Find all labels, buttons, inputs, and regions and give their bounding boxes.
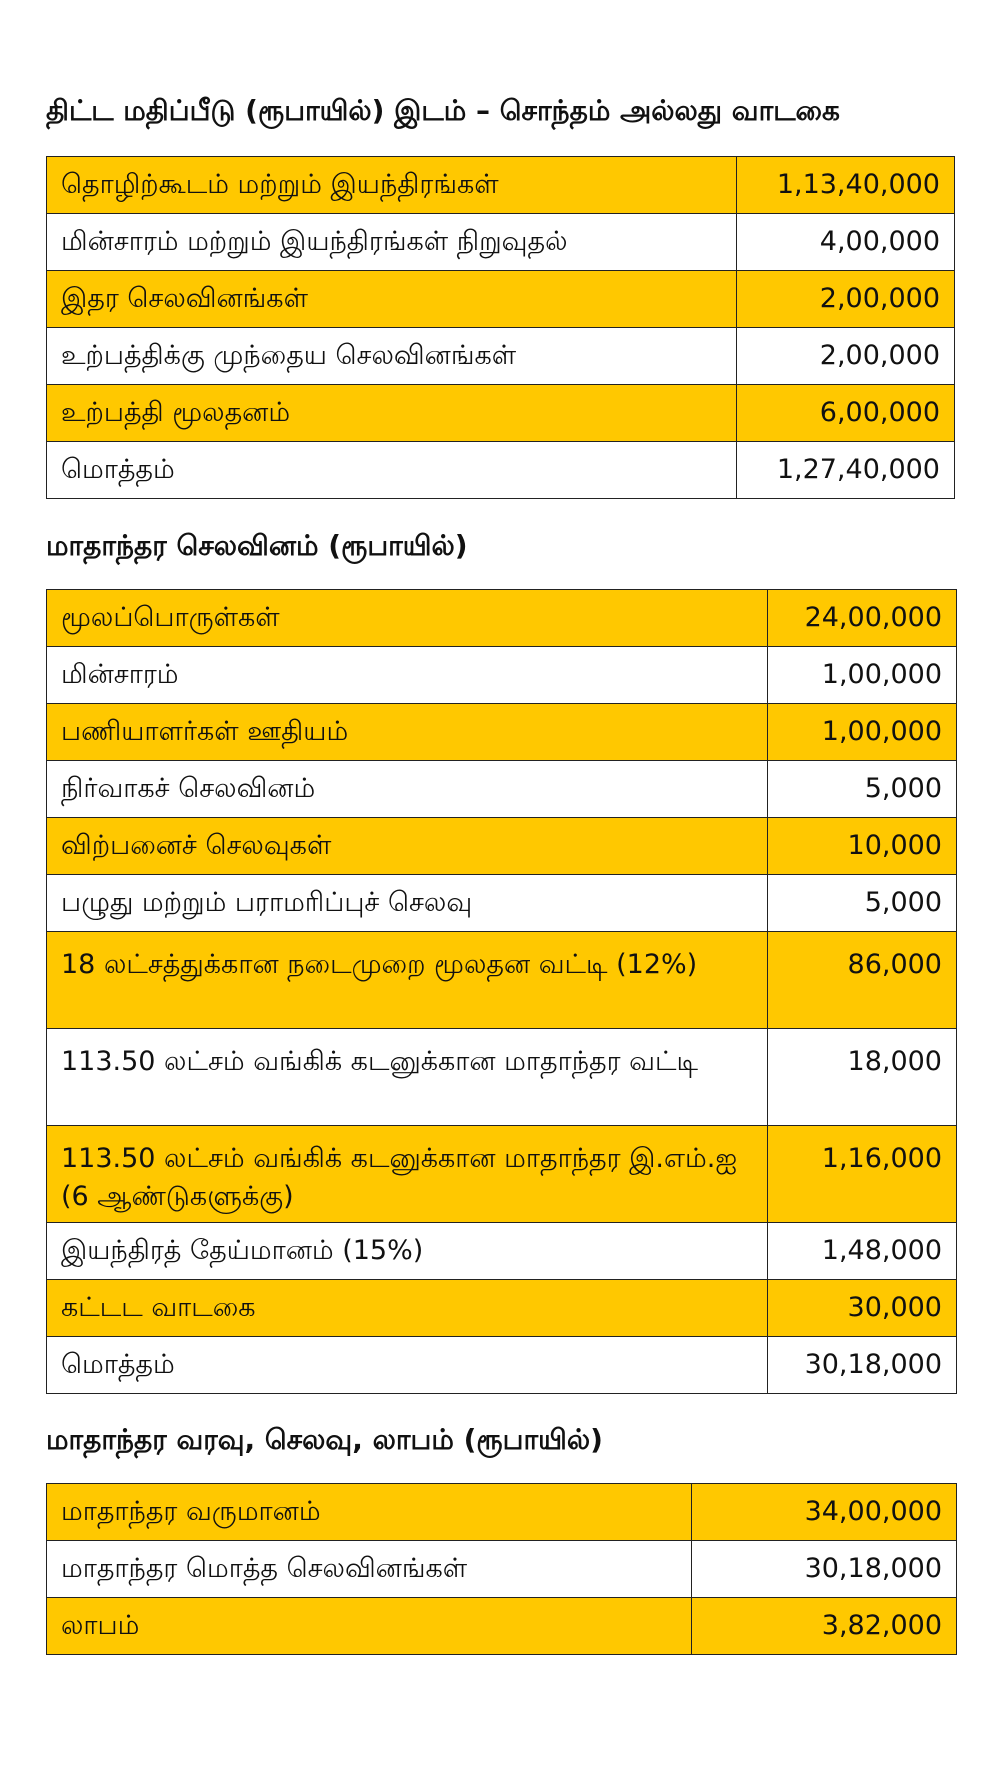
project-estimate-table <box>46 156 955 499</box>
section-title-monthly-expense: மாதாந்தர செலவினம் (ரூபாயில்) <box>46 529 468 562</box>
monthly-income-profit-table <box>46 1483 957 1655</box>
monthly-expense-table <box>46 589 957 1394</box>
table-row <box>47 1126 957 1223</box>
row-label: மின்சாரம் <box>47 647 768 704</box>
row-label: இயந்திரத் தேய்மானம் (15%) <box>47 1223 768 1280</box>
row-label: உற்பத்திக்கு முந்தைய செலவினங்கள் <box>47 328 737 385</box>
row-label: மாதாந்தர வருமானம் <box>47 1484 692 1541</box>
row-label: பணியாளர்கள் ஊதியம் <box>47 704 768 761</box>
row-label: 113.50 லட்சம் வங்கிக் கடனுக்கான மாதாந்தர இ.எம்.ஐ (6 ஆண்டுகளுக்கு) <box>47 1126 768 1223</box>
profit-row <box>47 1598 957 1655</box>
row-label: மாதாந்தர மொத்த செலவினங்கள் <box>47 1541 692 1598</box>
row-amount: 18,000 <box>768 1029 957 1126</box>
row-amount: 1,00,000 <box>768 704 957 761</box>
row-label: 18 லட்சத்துக்கான நடைமுறை மூலதன வட்டி (12%) <box>47 932 768 1029</box>
row-amount: 1,16,000 <box>768 1126 957 1223</box>
row-amount: 34,00,000 <box>692 1484 957 1541</box>
table-row <box>47 647 957 704</box>
row-amount: 1,00,000 <box>768 647 957 704</box>
row-amount: 30,000 <box>768 1280 957 1337</box>
row-amount: 1,48,000 <box>768 1223 957 1280</box>
row-amount: 30,18,000 <box>692 1541 957 1598</box>
row-label: விற்பனைச் செலவுகள் <box>47 818 768 875</box>
row-label: 113.50 லட்சம் வங்கிக் கடனுக்கான மாதாந்தர வட்டி <box>47 1029 768 1126</box>
total-row <box>47 442 955 499</box>
table-row <box>47 214 955 271</box>
table-row <box>47 704 957 761</box>
table-row <box>47 932 957 1029</box>
row-amount: 86,000 <box>768 932 957 1029</box>
row-amount: 24,00,000 <box>768 590 957 647</box>
table-row <box>47 1029 957 1126</box>
row-label: மொத்தம் <box>47 442 737 499</box>
row-amount: 1,27,40,000 <box>737 442 955 499</box>
table-row <box>47 875 957 932</box>
row-label: மின்சாரம் மற்றும் இயந்திரங்கள் நிறுவுதல் <box>47 214 737 271</box>
row-label: கட்டட வாடகை <box>47 1280 768 1337</box>
row-label: இதர செலவினங்கள் <box>47 271 737 328</box>
row-label: மூலப்பொருள்கள் <box>47 590 768 647</box>
row-amount: 1,13,40,000 <box>737 157 955 214</box>
row-amount: 2,00,000 <box>737 271 955 328</box>
table-row <box>47 157 955 214</box>
row-label: பழுது மற்றும் பராமரிப்புச் செலவு <box>47 875 768 932</box>
row-amount: 10,000 <box>768 818 957 875</box>
row-amount: 30,18,000 <box>768 1337 957 1394</box>
row-label: உற்பத்தி மூலதனம் <box>47 385 737 442</box>
row-label: லாபம் <box>47 1598 692 1655</box>
section-title-project-estimate: திட்ட மதிப்பீடு (ரூபாயில்) இடம் – சொந்தம் அல்லது வாடகை <box>46 94 840 127</box>
table-row <box>47 385 955 442</box>
row-label: மொத்தம் <box>47 1337 768 1394</box>
table-row <box>47 328 955 385</box>
table-row <box>47 1484 957 1541</box>
row-amount: 5,000 <box>768 761 957 818</box>
row-amount: 3,82,000 <box>692 1598 957 1655</box>
table-row <box>47 1223 957 1280</box>
table-row <box>47 1280 957 1337</box>
row-label: நிர்வாகச் செலவினம் <box>47 761 768 818</box>
total-row <box>47 1337 957 1394</box>
table-row <box>47 1541 957 1598</box>
row-label: தொழிற்கூடம் மற்றும் இயந்திரங்கள் <box>47 157 737 214</box>
table-row <box>47 590 957 647</box>
table-row <box>47 761 957 818</box>
row-amount: 6,00,000 <box>737 385 955 442</box>
row-amount: 5,000 <box>768 875 957 932</box>
section-title-monthly-income-profit: மாதாந்தர வரவு, செலவு, லாபம் (ரூபாயில்) <box>46 1423 603 1456</box>
row-amount: 2,00,000 <box>737 328 955 385</box>
table-row <box>47 818 957 875</box>
table-row <box>47 271 955 328</box>
row-amount: 4,00,000 <box>737 214 955 271</box>
